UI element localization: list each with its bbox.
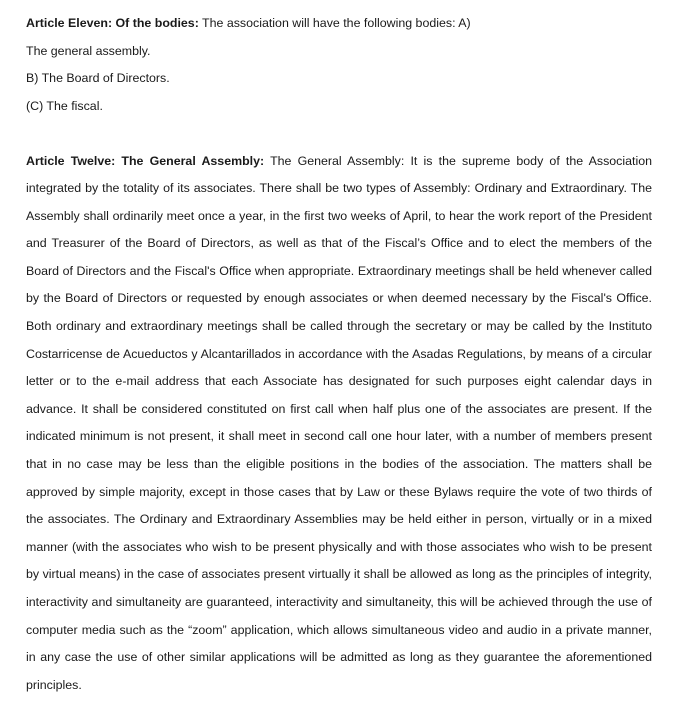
article-eleven-intro	[26, 0, 652, 38]
article-twelve-heading: Article Twelve: The General Assembly:	[26, 153, 265, 168]
article-eleven-item-b: B) The Board of Directors.	[26, 71, 170, 85]
article-eleven-item-c: (C) The fiscal.	[26, 98, 103, 113]
article-twelve-paragraph	[26, 148, 652, 700]
article-eleven-heading: Article Eleven: Of the bodies:	[26, 16, 199, 30]
paragraph-spacer	[26, 120, 652, 148]
article-eleven-intro-text: The association will have the following bodies: A)	[198, 16, 471, 30]
article-twelve-body: The General Assembly: It is the supreme body of the Association integrated by the totality of its associates. There shall be two types of Assembly: Ordinary and Extraordinary. The Assembly shall ordinarily meet once a year, in the first two weeks of April, to hear the work report of the President and Treasurer of the Board of Directors, as well as that of the Fiscal’s Office and to elect the members of the Board of Directors and the Fiscal's Office when appropriate. Extraordinary meetings shall be held whenever called by the Board of Directors or requested by enough associates or when deemed necessary by the Fiscal's Office. Both ordinary and extraordinary meetings shall be called through the secretary or may be called by the Instituto Costarricense de Acueductos y Alcantarillados in accordance with the Asadas Regulations, by means of a circular letter or to the e-mail address that each Associate has designated for such purposes eight calendar days in advance. It shall be considered constituted on first call when half plus one of the associates are present. If the indicated minimum is not present, it shall meet in second call one hour later, with a number of members present that in no case may be less than the eligible positions in the bodies of the association. The matters shall be approved by simple majority, except in those cases that by Law or these Bylaws require the vote of two thirds of the associates. The Ordinary and Extraordinary Assemblies may be held either in person, virtually or in a mixed manner (with the associates who wish to be present physically and with those associates who wish to be present by virtual means) in the case of associates present virtually it shall be allowed as long as the principles of integrity, interactivity and simultaneity are guaranteed, interactivity and simultaneity, this will be achieved through the use of computer media such as the “zoom” application, which allows simultaneous video and audio in a private manner, in any case the use of other similar applications will be admitted as long as they guarantee the aforementioned principles.	[26, 153, 652, 692]
article-eleven-item-a: The general assembly.	[26, 43, 151, 58]
